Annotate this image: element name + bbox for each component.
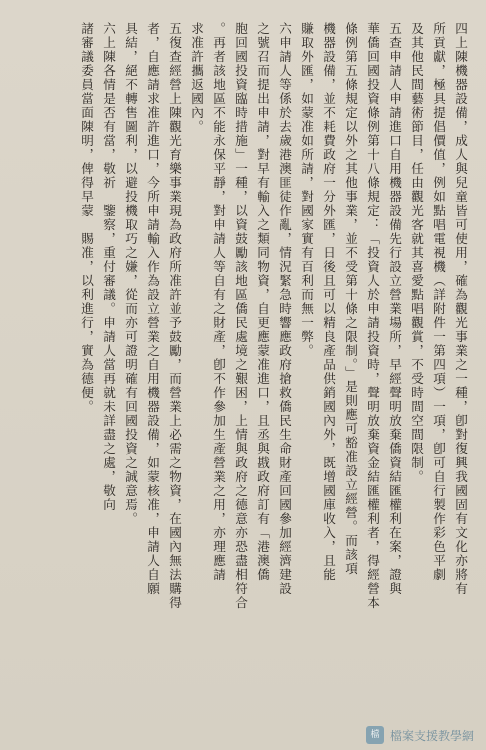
text-column: 之號召而提出申請，對早有輸入之類同物資，自更應蒙准進口，且丞與戡政府訂有「港澳僑 <box>255 22 270 582</box>
text-column: 六申請人等係於去歲港澳匪徒作亂，情況緊急時響應政府搶救僑民生命財產回國參加經濟建設 <box>277 22 292 596</box>
text-column: 六上陳各情是否有當，敬祈 鑒察，重付審議。申請人當再就未詳盡之處，敬向 <box>101 22 116 512</box>
text-column: 具結，絕不轉售圖利，以避投機取巧之嫌，從而亦可證明確有回國投資之誠意焉。 <box>123 22 138 526</box>
text-column: 所貢獻，極具提倡價值，例如點唱電視機（詳附件一第四項）一項，卽可自行製作彩色平劇 <box>431 22 446 582</box>
vertical-text-body <box>75 22 470 712</box>
text-column: 及其他民間藝術節目，任由觀光客就其喜愛點唱觀賞，不受時間空間限制。 <box>409 22 424 484</box>
text-column: 。再者該地區不能永保平靜，對申請人等自有之財產，卽不作參加生產營業之用，亦理應請 <box>211 22 226 582</box>
text-column: 機器設備，並不耗費政府一分外匯，日後且可以精良產品供銷國內外，既增國庫收入，且能 <box>321 22 336 582</box>
text-column: 求准許攜返國內。 <box>189 22 204 134</box>
text-column: 條例第五條規定以外之其他事業，並不受第十條之限制。」是則應可豁准設立經營。而該項 <box>343 22 358 576</box>
archive-watermark <box>366 726 474 744</box>
archive-logo-icon: 檔 <box>366 726 384 744</box>
text-column: 五查申請人申請進口自用機器設備先行設立營業場所，早經聲明放棄僑資結匯權利在案，證與 <box>387 22 402 596</box>
text-column: 賺取外匯，如蒙准如所請，對國家實有百利而無一弊。 <box>299 22 314 358</box>
text-column: 胞回國投資臨時措施」一種，以資鼓勵該地區僑民處境之艱困，上情與政府之德意亦恐盡相符合 <box>233 22 248 610</box>
watermark-text: 檔案支援教學網 <box>389 728 474 743</box>
text-column: 諸審議委員當面陳明，俾得早蒙 賜准，以利進行，實為德便。 <box>79 22 94 414</box>
text-column: 五復查經營上陳觀光育樂事業現為政府所准許並予鼓勵，而營業上必需之物資，在國內無法購得 <box>167 22 182 610</box>
text-column: 華僑回國投資條例第十八條規定：「投資人於申請投資時，聲明放棄資金結匯權利者，得經營本 <box>365 22 380 610</box>
text-column: 者，自應請求准許進口，今所申請輸入作為設立營業之自用機器設備，如蒙核准，申請人自願 <box>145 22 160 596</box>
text-column: 四上陳機器設備，成人與兒童皆可使用，確為觀光事業之一種，卽對復興我國固有文化亦將有 <box>453 22 468 596</box>
